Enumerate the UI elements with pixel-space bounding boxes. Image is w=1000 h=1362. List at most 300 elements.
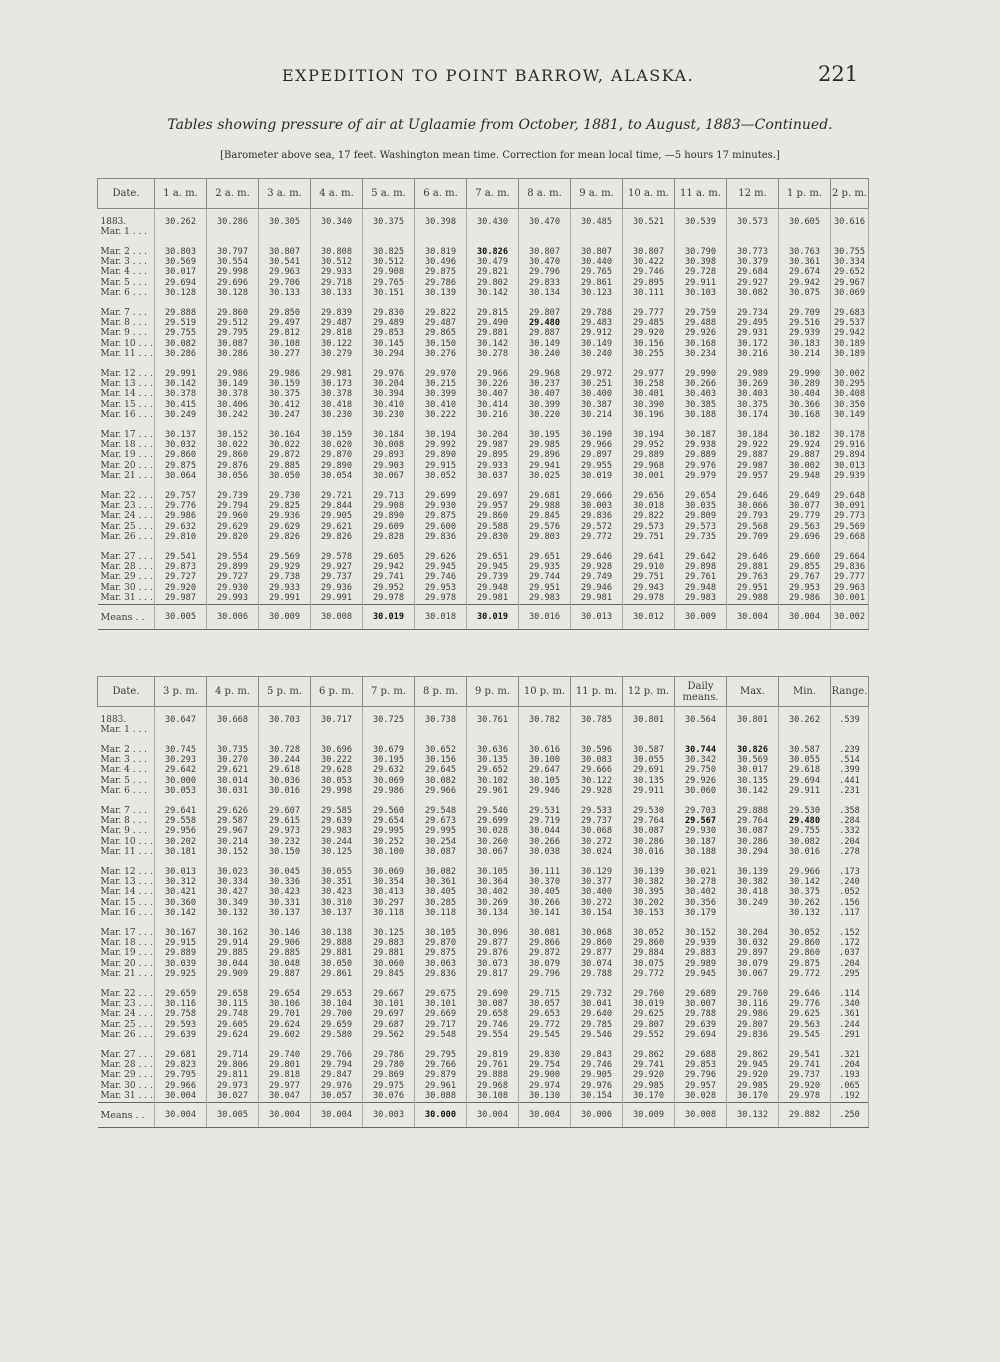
- pressure-value: 29.761: [476, 1059, 509, 1070]
- pressure-value: .065: [839, 1080, 860, 1091]
- pressure-value: 30.423: [320, 887, 353, 898]
- pressure-value: .231: [839, 786, 860, 797]
- reading-cell: [415, 361, 467, 422]
- pressure-value: 30.087: [632, 826, 665, 837]
- pressure-value: 30.366: [788, 399, 821, 410]
- reading-cell: [415, 544, 467, 605]
- date-label: Mar. 12 . . .: [100, 368, 153, 379]
- pressure-value: 29.976: [320, 1080, 353, 1091]
- pressure-value: 30.415: [164, 399, 197, 410]
- reading-cell: [207, 981, 259, 1042]
- pressure-value: 29.890: [424, 450, 457, 461]
- pressure-value: 29.688: [684, 1049, 717, 1060]
- reading-cell: [571, 483, 623, 544]
- pressure-value: 29.563: [788, 1019, 821, 1030]
- pressure-value: 29.777: [632, 307, 665, 318]
- pressure-value: 30.237: [528, 378, 561, 389]
- column-header: 11 p. m.: [571, 677, 623, 707]
- pressure-value: 30.728: [268, 744, 301, 755]
- pressure-value: 30.421: [164, 887, 197, 898]
- date-label: Mar. 11 . . .: [100, 847, 153, 858]
- reading-cell: [519, 707, 571, 737]
- pressure-value: 29.977: [268, 1080, 301, 1091]
- pressure-value: 30.091: [833, 500, 866, 511]
- pressure-value: 30.069: [833, 288, 866, 299]
- pressure-value: 30.470: [528, 256, 561, 267]
- pressure-value: 30.242: [216, 410, 249, 421]
- date-cell: [98, 422, 155, 483]
- pressure-value: 29.751: [632, 572, 665, 583]
- pressure-value: 29.836: [833, 561, 866, 572]
- pressure-value: 29.983: [320, 826, 353, 837]
- reading-cell: [831, 859, 869, 920]
- pressure-value: 29.533: [580, 805, 613, 816]
- pressure-value: 30.406: [216, 399, 249, 410]
- pressure-value: 29.691: [632, 765, 665, 776]
- pressure-value: 29.879: [424, 1070, 457, 1081]
- pressure-value: 30.102: [476, 775, 509, 786]
- date-label: Mar. 8 . . .: [100, 815, 148, 826]
- pressure-value: 30.082: [424, 775, 457, 786]
- pressure-value: 30.125: [372, 927, 405, 938]
- pressure-value: 30.401: [632, 389, 665, 400]
- pressure-value: 29.924: [788, 439, 821, 450]
- reading-cell: [207, 209, 259, 239]
- pressure-value: 29.639: [164, 1030, 197, 1041]
- mean-value: 30.004: [155, 1103, 207, 1128]
- column-header: 3 p. m.: [155, 677, 207, 707]
- pressure-value: 29.930: [216, 582, 249, 593]
- reading-cell: [259, 300, 311, 361]
- pressure-value: 29.860: [632, 937, 665, 948]
- column-header: 1 a. m.: [155, 179, 207, 209]
- pressure-value: 29.675: [424, 988, 457, 999]
- reading-cell: [207, 920, 259, 981]
- reading-cell: [155, 981, 207, 1042]
- pressure-value: 29.569: [833, 521, 866, 532]
- pressure-value: 30.052: [632, 927, 665, 938]
- pressure-value: 29.943: [632, 582, 665, 593]
- mean-value: 30.132: [727, 1103, 779, 1128]
- pressure-value: 29.995: [372, 826, 405, 837]
- pressure-value: 29.545: [528, 1030, 561, 1041]
- pressure-value: 29.717: [424, 1019, 457, 1030]
- reading-cell: [779, 859, 831, 920]
- pressure-value: 30.696: [320, 744, 353, 755]
- reading-cell: [831, 483, 869, 544]
- pressure-value: 30.054: [320, 471, 353, 482]
- pressure-value: 30.182: [788, 429, 821, 440]
- pressure-value: 29.654: [268, 988, 301, 999]
- pressure-value: 30.249: [164, 410, 197, 421]
- pressure-value: 30.149: [528, 338, 561, 349]
- pressure-value: 29.760: [632, 988, 665, 999]
- pressure-value: 30.142: [164, 908, 197, 919]
- pressure-value: 29.830: [528, 1049, 561, 1060]
- pressure-value: 30.135: [632, 775, 665, 786]
- pressure-value: .321: [839, 1049, 860, 1060]
- pressure-value: 29.928: [580, 561, 613, 572]
- pressure-value: 30.087: [736, 826, 769, 837]
- pressure-value: 29.497: [268, 317, 301, 328]
- pressure-value: 30.138: [320, 927, 353, 938]
- pressure-value: 29.890: [320, 460, 353, 471]
- pressure-value: 29.930: [424, 500, 457, 511]
- date-label: Mar. 5 . . .: [100, 277, 148, 288]
- pressure-value: 29.531: [528, 805, 561, 816]
- pressure-value: 29.945: [736, 1059, 769, 1070]
- column-header: 2 a. m.: [207, 179, 259, 209]
- reading-cell: [467, 361, 519, 422]
- reading-cell: [519, 859, 571, 920]
- pressure-value: 30.118: [424, 908, 457, 919]
- pressure-value: 30.216: [736, 349, 769, 360]
- pressure-value: 29.699: [424, 490, 457, 501]
- reading-cell: [467, 239, 519, 300]
- pressure-value: 29.618: [788, 765, 821, 776]
- pressure-value: 30.082: [736, 288, 769, 299]
- pressure-value: 29.764: [736, 815, 769, 826]
- pressure-value: 29.588: [476, 521, 509, 532]
- pressure-value: 30.587: [632, 744, 665, 755]
- pressure-value: 29.986: [164, 511, 197, 522]
- pressure-value: 30.074: [580, 958, 613, 969]
- pressure-value: 29.772: [580, 532, 613, 543]
- pressure-value: 29.666: [580, 490, 613, 501]
- pressure-value: 30.334: [216, 876, 249, 887]
- reading-cell: [415, 1042, 467, 1103]
- pressure-value: 30.262: [164, 217, 197, 227]
- pressure-value: 29.983: [528, 593, 561, 604]
- pressure-value: 30.605: [788, 217, 821, 227]
- pressure-value: 29.890: [372, 511, 405, 522]
- pressure-value: 30.194: [424, 429, 457, 440]
- reading-cell: [571, 798, 623, 859]
- pressure-value: 30.087: [476, 998, 509, 1009]
- pressure-value: 30.087: [424, 847, 457, 858]
- day-group-row: [98, 920, 869, 981]
- reading-cell: [779, 209, 831, 239]
- reading-cell: [311, 981, 363, 1042]
- pressure-value: 30.717: [320, 715, 353, 725]
- pressure-value: 29.988: [736, 593, 769, 604]
- mean-value: 30.008: [675, 1103, 727, 1128]
- pressure-value: 30.111: [632, 288, 665, 299]
- column-header: 12 p. m.: [623, 677, 675, 707]
- pressure-value: 30.057: [320, 1091, 353, 1102]
- pressure-value: 30.262: [788, 715, 821, 725]
- pressure-value: 29.788: [580, 969, 613, 980]
- reading-cell: [623, 981, 675, 1042]
- pressure-value: 30.378: [216, 389, 249, 400]
- pressure-value: 29.593: [164, 1019, 197, 1030]
- pressure-value: 30.132: [788, 908, 821, 919]
- reading-cell: [623, 300, 675, 361]
- pressure-value: 30.286: [164, 349, 197, 360]
- pressure-value: 29.961: [424, 1080, 457, 1091]
- reading-cell: [519, 920, 571, 981]
- pressure-value: 29.875: [788, 958, 821, 969]
- pressure-value: 30.636: [476, 744, 509, 755]
- pressure-value: 30.189: [833, 338, 866, 349]
- pressure-value: 30.019: [580, 471, 613, 482]
- pressure-value: 29.948: [684, 582, 717, 593]
- date-label: Mar. 9 . . .: [100, 826, 148, 837]
- mean-value: 30.004: [779, 605, 831, 630]
- reading-cell: [831, 920, 869, 981]
- pressure-value: 30.188: [684, 847, 717, 858]
- reading-cell: [467, 798, 519, 859]
- pressure-value: 30.269: [476, 897, 509, 908]
- pressure-value: 29.981: [580, 593, 613, 604]
- reading-cell: [675, 361, 727, 422]
- pressure-value: 30.003: [580, 500, 613, 511]
- pressure-value: 29.957: [684, 1080, 717, 1091]
- pressure-value: 29.552: [632, 1030, 665, 1041]
- reading-cell: [571, 737, 623, 798]
- pressure-value: 29.922: [736, 439, 769, 450]
- pressure-value: 30.387: [580, 399, 613, 410]
- pressure-value: 29.888: [736, 805, 769, 816]
- day-group-row: [98, 707, 869, 737]
- day-group-row: [98, 422, 869, 483]
- column-header: 10 p. m.: [519, 677, 571, 707]
- pressure-value: 29.908: [372, 267, 405, 278]
- reading-cell: [363, 544, 415, 605]
- mean-value: 29.882: [779, 1103, 831, 1128]
- pressure-value: 29.642: [164, 765, 197, 776]
- mean-value: 30.002: [831, 605, 869, 630]
- date-cell: [98, 300, 155, 361]
- pressure-value: 30.122: [320, 338, 353, 349]
- pressure-value: 30.403: [736, 389, 769, 400]
- pressure-value: 30.145: [372, 338, 405, 349]
- column-header: 4 a. m.: [311, 179, 363, 209]
- mean-value: 30.019: [363, 605, 415, 630]
- pressure-value: 30.679: [372, 744, 405, 755]
- pressure-value: 29.953: [424, 582, 457, 593]
- pressure-value: 29.562: [372, 1030, 405, 1041]
- pressure-value: 30.134: [476, 908, 509, 919]
- pressure-value: 30.247: [268, 410, 301, 421]
- reading-cell: [207, 422, 259, 483]
- reading-cell: [311, 707, 363, 737]
- reading-cell: [259, 483, 311, 544]
- pressure-value: 29.888: [164, 307, 197, 318]
- pressure-value: 29.600: [424, 521, 457, 532]
- pressure-value: 29.916: [833, 439, 866, 450]
- pressure-value: 29.642: [684, 551, 717, 562]
- pressure-value: 29.896: [528, 450, 561, 461]
- pressure-value: 29.694: [684, 1030, 717, 1041]
- pressure-value: 29.820: [216, 532, 249, 543]
- pressure-value: 30.430: [476, 217, 509, 227]
- pressure-value: 29.758: [164, 1009, 197, 1020]
- pressure-value: 29.545: [788, 1030, 821, 1041]
- pressure-value: 29.860: [216, 307, 249, 318]
- pressure-value: 30.016: [632, 847, 665, 858]
- reading-cell: [259, 920, 311, 981]
- pressure-value: 29.652: [833, 267, 866, 278]
- pressure-value: 30.215: [424, 378, 457, 389]
- pressure-value: .204: [839, 1059, 860, 1070]
- pressure-value: 29.641: [164, 805, 197, 816]
- pressure-value: 30.808: [320, 246, 353, 257]
- pressure-value: 30.803: [164, 246, 197, 257]
- pressure-value: 30.286: [736, 836, 769, 847]
- pressure-value: 29.546: [580, 1030, 613, 1041]
- pressure-value: 30.153: [632, 908, 665, 919]
- pressure-value: 29.485: [632, 317, 665, 328]
- reading-cell: [467, 209, 519, 239]
- pressure-value: 30.351: [320, 876, 353, 887]
- pressure-value: 30.170: [736, 1091, 769, 1102]
- pressure-value: 30.133: [320, 288, 353, 299]
- pressure-value: .539: [839, 715, 860, 725]
- pressure-value: 30.356: [684, 897, 717, 908]
- reading-cell: [519, 483, 571, 544]
- pressure-value: 30.423: [268, 887, 301, 898]
- pressure-value: 29.985: [736, 1080, 769, 1091]
- date-label: Mar. 29 . . .: [100, 572, 153, 583]
- date-label: Mar. 9 . . .: [100, 328, 148, 339]
- pressure-value: 29.737: [580, 815, 613, 826]
- pressure-value: 29.759: [684, 307, 717, 318]
- column-header: 5 a. m.: [363, 179, 415, 209]
- pressure-value: 29.746: [580, 1059, 613, 1070]
- pressure-value: 29.966: [788, 866, 821, 877]
- pressure-value: 29.952: [632, 439, 665, 450]
- pressure-value: 30.133: [268, 288, 301, 299]
- pressure-value: 30.044: [216, 958, 249, 969]
- date-cell: [98, 981, 155, 1042]
- pressure-value: 30.785: [580, 715, 613, 725]
- pressure-value: 30.340: [320, 217, 353, 227]
- pressure-value: 29.785: [580, 1019, 613, 1030]
- column-header: 7 a. m.: [467, 179, 519, 209]
- date-label: Mar. 7 . . .: [100, 805, 148, 816]
- reading-cell: [311, 361, 363, 422]
- column-header: 11 a. m.: [675, 179, 727, 209]
- reading-cell: [519, 239, 571, 300]
- date-label: Mar. 4 . . .: [100, 267, 148, 278]
- pressure-value: 30.118: [372, 908, 405, 919]
- pressure-value: 30.297: [372, 897, 405, 908]
- pressure-value: 29.956: [164, 826, 197, 837]
- pressure-value: 30.230: [320, 410, 353, 421]
- reading-cell: [467, 981, 519, 1042]
- date-label: Mar. 17 . . .: [100, 927, 153, 938]
- pressure-value: 30.790: [684, 246, 717, 257]
- pressure-value: 29.929: [268, 561, 301, 572]
- date-label: Mar. 14 . . .: [100, 887, 153, 898]
- pressure-value: 29.945: [476, 561, 509, 572]
- reading-cell: [259, 737, 311, 798]
- pressure-value: 30.035: [684, 500, 717, 511]
- pressure-value: 29.948: [476, 582, 509, 593]
- pressure-value: 30.125: [320, 847, 353, 858]
- pressure-value: 29.580: [320, 1030, 353, 1041]
- pressure-value: 29.861: [580, 277, 613, 288]
- pressure-value: 29.658: [476, 1009, 509, 1020]
- pressure-value: 30.154: [580, 1091, 613, 1102]
- date-label: Mar. 21 . . .: [100, 471, 153, 482]
- pressure-value: 29.914: [216, 937, 249, 948]
- pressure-value: 30.744: [684, 744, 717, 755]
- pressure-value: 30.142: [788, 876, 821, 887]
- pressure-value: 29.519: [164, 317, 197, 328]
- pressure-value: 30.002: [833, 368, 866, 379]
- reading-cell: [363, 1042, 415, 1103]
- pressure-value: 30.017: [164, 267, 197, 278]
- reading-cell: [727, 798, 779, 859]
- pressure-value: 30.142: [476, 338, 509, 349]
- pressure-value: 29.877: [580, 948, 613, 959]
- reading-cell: [623, 798, 675, 859]
- pressure-value: 29.990: [684, 368, 717, 379]
- reading-cell: [311, 483, 363, 544]
- date-label: Mar. 8 . . .: [100, 317, 148, 328]
- pressure-value: 29.602: [268, 1030, 301, 1041]
- pressure-value: 30.258: [632, 378, 665, 389]
- pressure-value: 29.739: [476, 572, 509, 583]
- pressure-value: 29.966: [476, 368, 509, 379]
- pressure-value: 30.260: [476, 836, 509, 847]
- pressure-value: 29.985: [528, 439, 561, 450]
- day-group-row: [98, 981, 869, 1042]
- date-label: Mar. 29 . . .: [100, 1070, 153, 1081]
- reading-cell: [363, 483, 415, 544]
- pressure-value: 29.966: [424, 786, 457, 797]
- pressure-value: 29.573: [684, 521, 717, 532]
- pressure-value: 29.750: [684, 765, 717, 776]
- reading-cell: [415, 483, 467, 544]
- pressure-value: .295: [839, 969, 860, 980]
- pressure-value: 29.548: [424, 805, 457, 816]
- pressure-value: 30.027: [216, 1091, 249, 1102]
- pressure-value: 30.159: [320, 429, 353, 440]
- pressure-value: 30.103: [684, 288, 717, 299]
- pressure-value: 30.230: [372, 410, 405, 421]
- pressure-value: 30.016: [788, 847, 821, 858]
- pressure-value: 29.625: [632, 1009, 665, 1020]
- pressure-value: 29.795: [424, 1049, 457, 1060]
- reading-cell: [259, 859, 311, 920]
- pressure-value: 29.911: [632, 786, 665, 797]
- date-label: Mar. 6 . . .: [100, 288, 148, 299]
- pressure-value: 30.763: [788, 246, 821, 257]
- pressure-value: 29.942: [372, 561, 405, 572]
- date-label: Mar. 2 . . .: [100, 246, 148, 257]
- pressure-value: 29.569: [268, 551, 301, 562]
- mean-value: 30.012: [623, 605, 675, 630]
- pressure-value: 29.777: [833, 572, 866, 583]
- pressure-value: 29.772: [632, 969, 665, 980]
- date-label: Mar. 30 . . .: [100, 1080, 153, 1091]
- pressure-value: 29.897: [736, 948, 769, 959]
- reading-cell: [311, 239, 363, 300]
- pressure-value: 30.021: [684, 866, 717, 877]
- pressure-value: 30.310: [320, 897, 353, 908]
- reading-cell: [831, 707, 869, 737]
- pressure-value: 30.067: [736, 969, 769, 980]
- pressure-value: 30.361: [788, 256, 821, 267]
- pressure-value: 29.744: [528, 572, 561, 583]
- pressure-value: 29.910: [632, 561, 665, 572]
- pressure-value: 29.872: [268, 450, 301, 461]
- pressure-value: 30.334: [833, 256, 866, 267]
- pressure-value: 30.269: [736, 378, 769, 389]
